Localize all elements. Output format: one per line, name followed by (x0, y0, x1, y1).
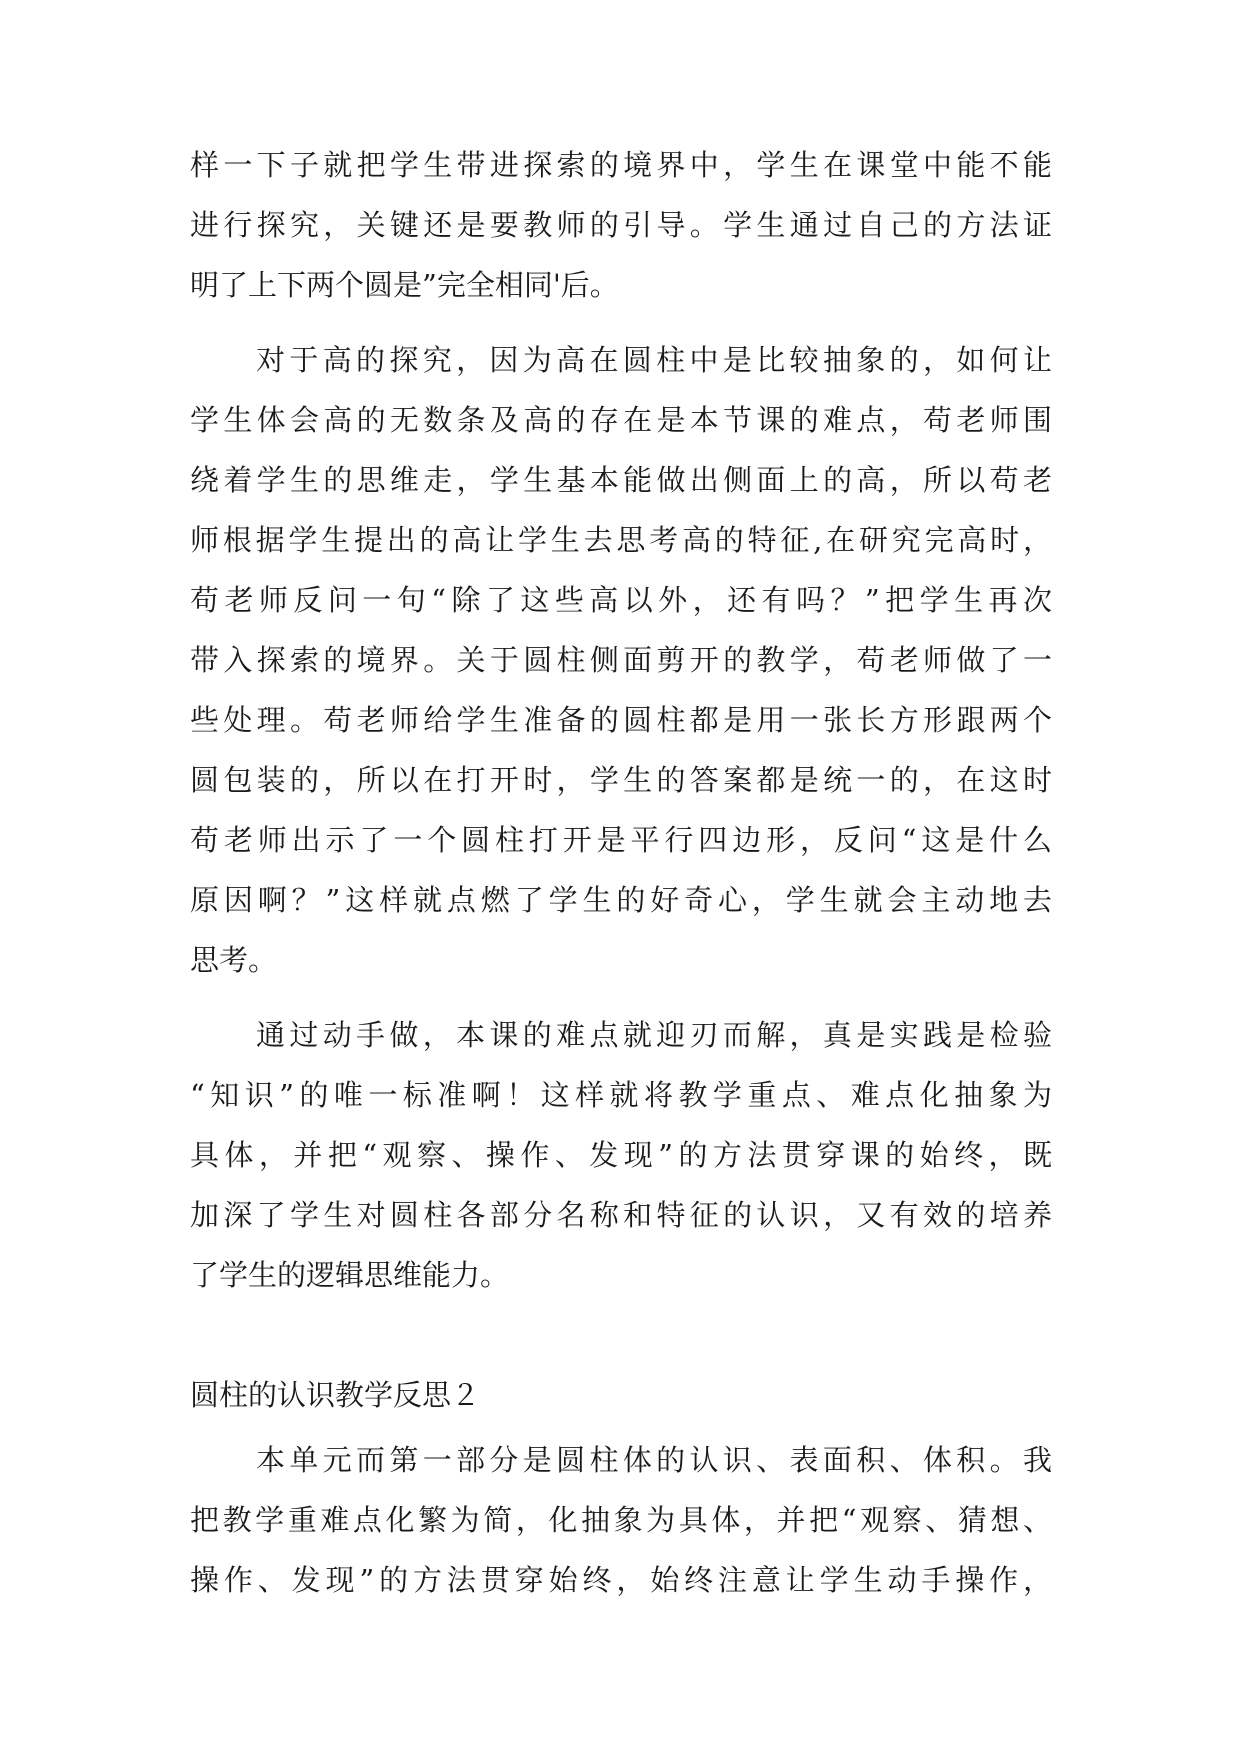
paragraph-2-line-11: 思考。 (190, 943, 278, 977)
paragraph-2-line-2: 学生体会高的无数条及高的存在是本节课的难点，苟老师围 (190, 403, 1052, 437)
paragraph-2-line-4: 师根据学生提出的高让学生去思考高的特征,在研究完高时， (190, 523, 1052, 557)
paragraph-1-line-1: 样一下子就把学生带进探索的境界中，学生在课堂中能不能 (190, 148, 1052, 182)
paragraph-3-line-3: 具体，并把“观察、操作、发现”的方法贯穿课的始终，既 (190, 1138, 1052, 1172)
paragraph-3-line-1: 通过动手做，本课的难点就迎刃而解，真是实践是检验 (256, 1018, 1052, 1052)
paragraph-2-line-8: 圆包装的，所以在打开时，学生的答案都是统一的，在这时 (190, 763, 1052, 797)
paragraph-3-line-4: 加深了学生对圆柱各部分名称和特征的认识，又有效的培养 (190, 1198, 1052, 1232)
section-heading: 圆柱的认识教学反思２ (190, 1378, 481, 1412)
paragraph-1-line-3: 明了上下两个圆是”完全相同'后。 (190, 268, 619, 302)
paragraph-2-line-6: 带入探索的境界。关于圆柱侧面剪开的教学，苟老师做了一 (190, 643, 1052, 677)
paragraph-3-line-2: “知识”的唯一标准啊！这样就将教学重点、难点化抽象为 (190, 1078, 1052, 1112)
paragraph-1-line-2: 进行探究，关键还是要教师的引导。学生通过自己的方法证 (190, 208, 1052, 242)
paragraph-2-line-3: 绕着学生的思维走，学生基本能做出侧面上的高，所以苟老 (190, 463, 1052, 497)
paragraph-2-line-9: 苟老师出示了一个圆柱打开是平行四边形，反问“这是什么 (190, 823, 1052, 857)
paragraph-4-line-2: 把教学重难点化繁为简，化抽象为具体，并把“观察、猜想、 (190, 1503, 1052, 1537)
paragraph-4-line-3: 操作、发现”的方法贯穿始终，始终注意让学生动手操作， (190, 1563, 1052, 1597)
paragraph-4-line-1: 本单元而第一部分是圆柱体的认识、表面积、体积。我 (256, 1443, 1052, 1477)
paragraph-2-line-7: 些处理。苟老师给学生准备的圆柱都是用一张长方形跟两个 (190, 703, 1052, 737)
paragraph-2-line-5: 苟老师反问一句“除了这些高以外，还有吗？”把学生再次 (190, 583, 1052, 617)
paragraph-2-line-10: 原因啊？”这样就点燃了学生的好奇心，学生就会主动地去 (190, 883, 1052, 917)
paragraph-3-line-5: 了学生的逻辑思维能力。 (190, 1258, 510, 1292)
paragraph-2-line-1: 对于高的探究，因为高在圆柱中是比较抽象的，如何让 (256, 343, 1052, 377)
